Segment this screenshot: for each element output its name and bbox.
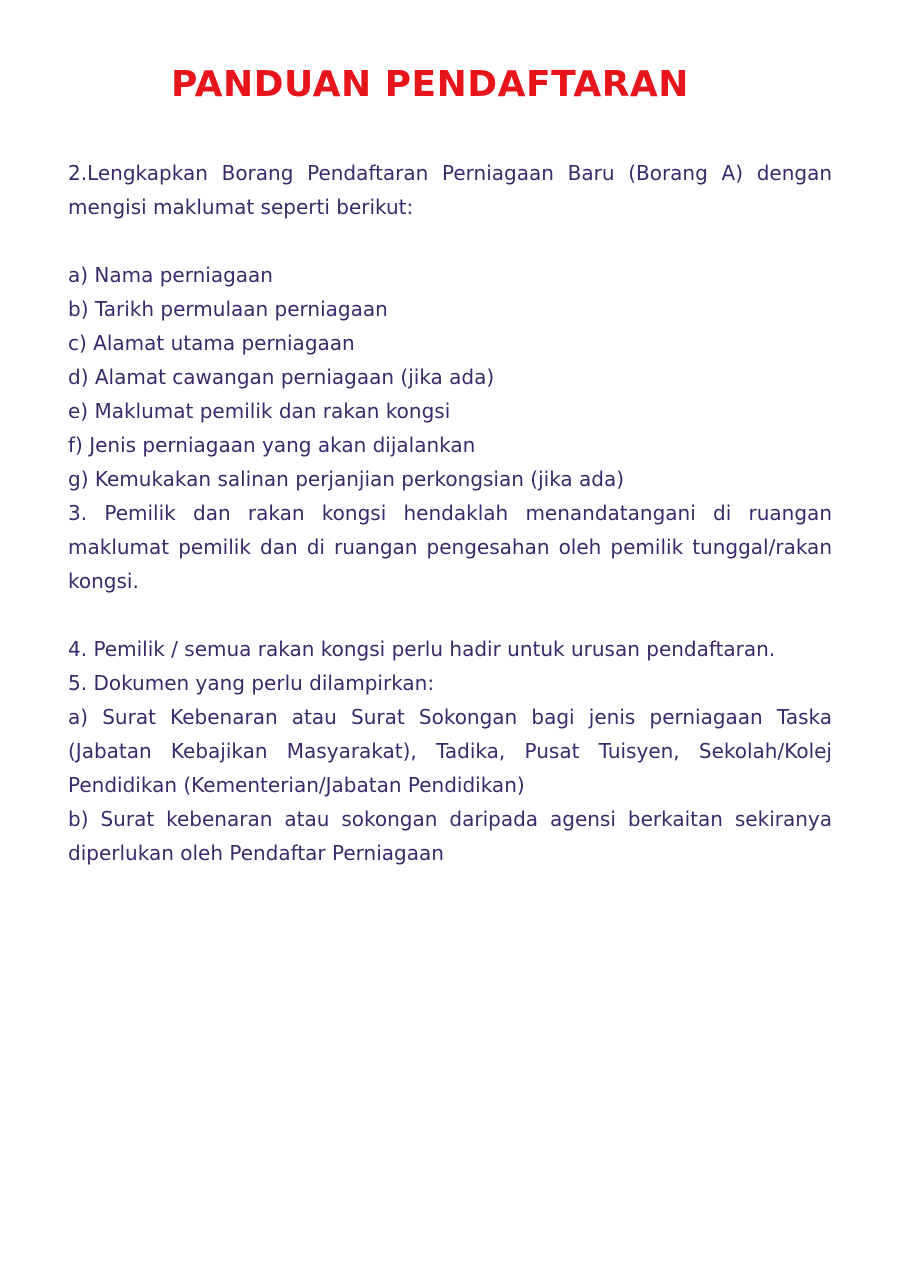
document-body xyxy=(68,156,832,870)
step-3-text: 3. Pemilik dan rakan kongsi hendaklah menandatangani di ruangan maklumat pemilik dan di ruangan pengesahan oleh pemilik tunggal/rakan kongsi. xyxy=(68,501,832,593)
list-item: c) Alamat utama perniagaan xyxy=(68,331,355,355)
page-title: PANDUAN PENDAFTARAN xyxy=(171,64,689,105)
step-2-list xyxy=(68,258,832,496)
list-item: a) Nama perniagaan xyxy=(68,263,273,287)
spacer xyxy=(68,224,832,258)
list-item: b) Tarikh permulaan perniagaan xyxy=(68,297,388,321)
spacer xyxy=(68,598,832,632)
step-4-text: 4. Pemilik / semua rakan kongsi perlu hadir untuk urusan pendaftaran. xyxy=(68,637,776,661)
step-5-intro: 5. Dokumen yang perlu dilampirkan: xyxy=(68,671,435,695)
list-item: d) Alamat cawangan perniagaan (jika ada) xyxy=(68,365,495,389)
step-2-intro: 2.Lengkapkan Borang Pendaftaran Perniagaan Baru (Borang A) dengan mengisi maklumat seperti berikut: xyxy=(68,161,832,219)
list-item: e) Maklumat pemilik dan rakan kongsi xyxy=(68,399,451,423)
list-item: f) Jenis perniagaan yang akan dijalankan xyxy=(68,433,476,457)
step-5-item-a: a) Surat Kebenaran atau Surat Sokongan bagi jenis perniagaan Taska (Jabatan Kebajikan Masyarakat), Tadika, Pusat Tuisyen, Sekolah/Kolej Pendidikan (Kementerian/Jabatan Pendidikan) xyxy=(68,705,832,797)
step-5-item-b: b) Surat kebenaran atau sokongan daripada agensi berkaitan sekiranya diperlukan oleh Pendaftar Perniagaan xyxy=(68,807,832,865)
list-item: g) Kemukakan salinan perjanjian perkongsian (jika ada) xyxy=(68,467,625,491)
